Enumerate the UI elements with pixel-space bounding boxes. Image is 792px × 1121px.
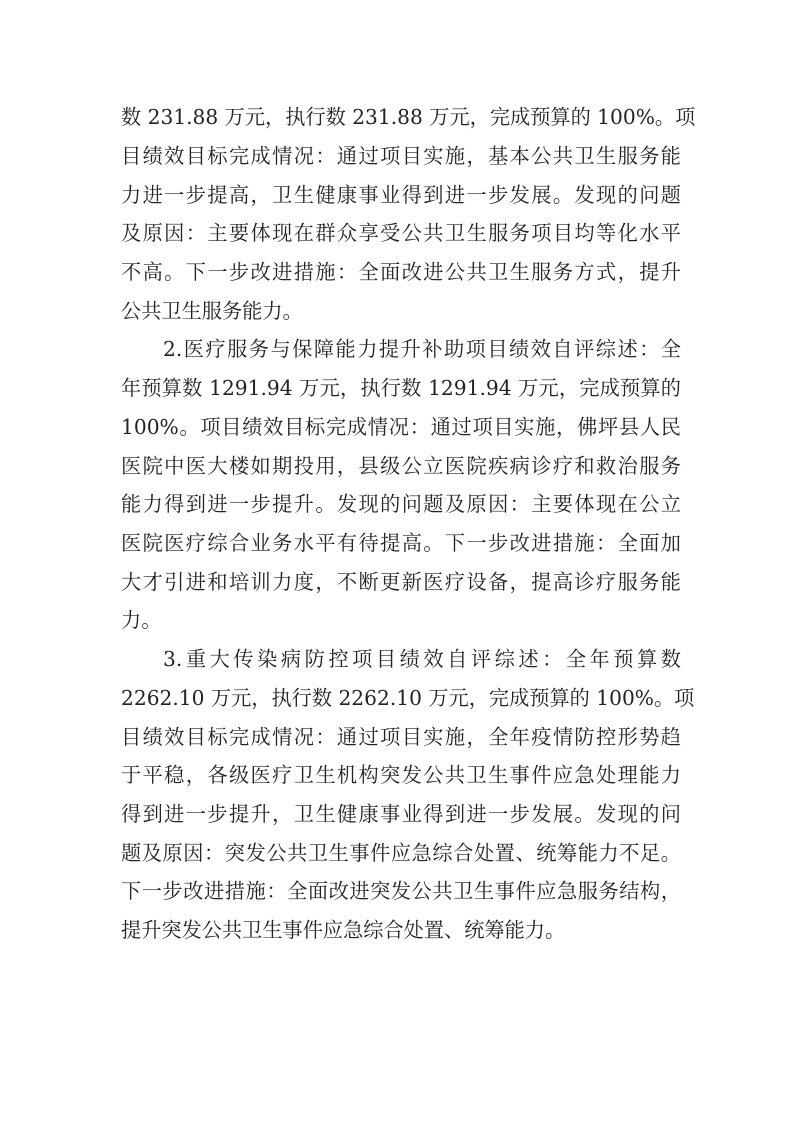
paragraph-line: 医院医疗综合业务水平有待提高。下一步改进措施：全面加: [121, 531, 681, 555]
paragraph-line: 力进一步提高，卫生健康事业得到进一步发展。发现的问题: [121, 183, 681, 207]
paragraph-line: 2262.10 万元，执行数 2262.10 万元，完成预算的 100%。项: [121, 686, 695, 710]
paragraph-heading-line: 2.医疗服务与保障能力提升补助项目绩效自评综述：全: [163, 337, 681, 361]
paragraph-line: 题及原因：突发公共卫生事件应急综合处置、统筹能力不足。: [121, 841, 681, 865]
paragraph-line: 目绩效目标完成情况：通过项目实施，全年疫情防控形势趋: [121, 725, 681, 749]
paragraph-heading-line: 3.重大传染病防控项目绩效自评综述：全年预算数: [163, 647, 681, 671]
paragraph-line: 于平稳，各级医疗卫生机构突发公共卫生事件应急处理能力: [121, 763, 681, 787]
paragraph-line: 力。: [121, 608, 162, 632]
paragraph-line: 及原因：主要体现在群众享受公共卫生服务项目均等化水平: [121, 221, 681, 245]
paragraph-line: 提升突发公共卫生事件应急综合处置、统筹能力。: [121, 918, 566, 942]
paragraph-line: 年预算数 1291.94 万元，执行数 1291.94 万元，完成预算的: [121, 376, 681, 400]
paragraph-line: 公共卫生服务能力。: [121, 299, 303, 323]
paragraph-line: 100%。项目绩效目标完成情况：通过项目实施，佛坪县人民: [121, 415, 681, 439]
paragraph-line: 大才引进和培训力度，不断更新医疗设备，提高诊疗服务能: [121, 570, 681, 594]
paragraph-line: 下一步改进措施：全面改进突发公共卫生事件应急服务结构，: [121, 879, 681, 903]
paragraph-line: 医院中医大楼如期投用，县级公立医院疾病诊疗和救治服务: [121, 454, 681, 478]
paragraph-line: 能力得到进一步提升。发现的问题及原因：主要体现在公立: [121, 492, 681, 516]
paragraph-line: 目绩效目标完成情况：通过项目实施，基本公共卫生服务能: [121, 144, 681, 168]
paragraph-line: 不高。下一步改进措施：全面改进公共卫生服务方式，提升: [121, 260, 681, 284]
paragraph-line: 数 231.88 万元，执行数 231.88 万元，完成预算的 100%。项: [121, 105, 696, 129]
paragraph-line: 得到进一步提升，卫生健康事业得到进一步发展。发现的问: [121, 802, 681, 826]
